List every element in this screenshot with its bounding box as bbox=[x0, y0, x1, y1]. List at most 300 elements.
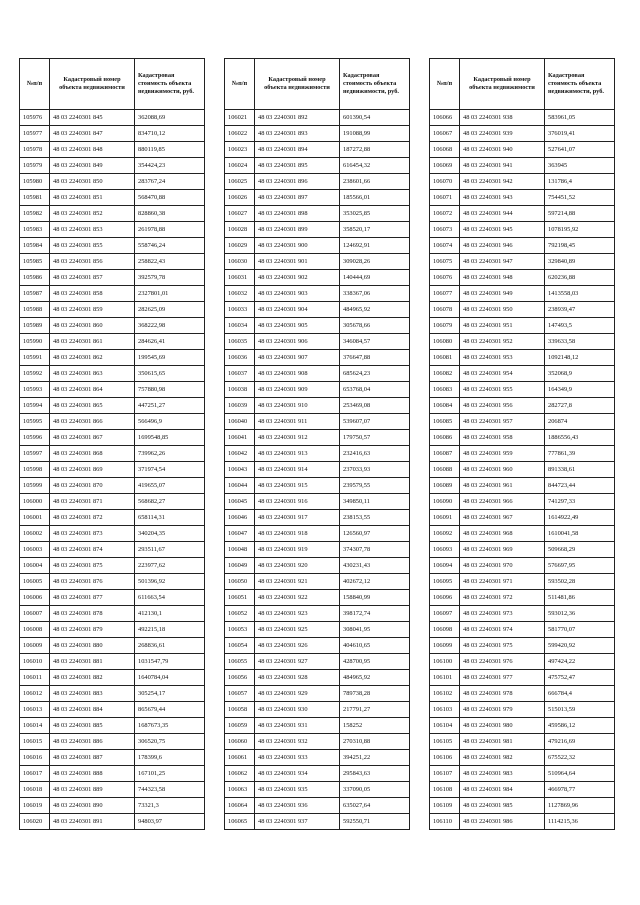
cadastral-value: 362088,69 bbox=[135, 110, 205, 126]
row-number: 105991 bbox=[20, 350, 50, 366]
table-row bbox=[430, 494, 615, 510]
row-number: 105983 bbox=[20, 222, 50, 238]
cadastral-number: 48 03 2240301 967 bbox=[460, 510, 545, 526]
table-row bbox=[430, 270, 615, 286]
table-row bbox=[20, 302, 205, 318]
table-row bbox=[225, 382, 410, 398]
cadastral-value: 653768,04 bbox=[340, 382, 410, 398]
row-number: 105985 bbox=[20, 254, 50, 270]
cadastral-number: 48 03 2240301 958 bbox=[460, 430, 545, 446]
row-number: 106000 bbox=[20, 494, 50, 510]
cadastral-number: 48 03 2240301 944 bbox=[460, 206, 545, 222]
table-row bbox=[430, 782, 615, 798]
table-row bbox=[225, 158, 410, 174]
table-row bbox=[20, 206, 205, 222]
cadastral-value: 459586,12 bbox=[545, 718, 615, 734]
row-number: 106026 bbox=[225, 190, 255, 206]
cadastral-number: 48 03 2240301 979 bbox=[460, 702, 545, 718]
row-number: 106055 bbox=[225, 654, 255, 670]
row-number: 106005 bbox=[20, 574, 50, 590]
row-number: 106033 bbox=[225, 302, 255, 318]
cadastral-value: 404610,65 bbox=[340, 638, 410, 654]
cadastral-number: 48 03 2240301 960 bbox=[460, 462, 545, 478]
cadastral-number: 48 03 2240301 860 bbox=[50, 318, 135, 334]
row-number: 106062 bbox=[225, 766, 255, 782]
table-row bbox=[225, 414, 410, 430]
table-row bbox=[225, 126, 410, 142]
table-row bbox=[225, 686, 410, 702]
cadastral-value: 394251,22 bbox=[340, 750, 410, 766]
row-number: 106071 bbox=[430, 190, 460, 206]
cadastral-value: 94803,97 bbox=[135, 814, 205, 830]
cadastral-number: 48 03 2240301 948 bbox=[460, 270, 545, 286]
cadastral-number: 48 03 2240301 886 bbox=[50, 734, 135, 750]
table-row bbox=[225, 222, 410, 238]
table-row bbox=[430, 334, 615, 350]
row-number: 105984 bbox=[20, 238, 50, 254]
row-number: 106067 bbox=[430, 126, 460, 142]
row-number: 106035 bbox=[225, 334, 255, 350]
table-row bbox=[430, 254, 615, 270]
row-number: 106028 bbox=[225, 222, 255, 238]
cadastral-value: 419655,07 bbox=[135, 478, 205, 494]
cadastral-value: 581770,07 bbox=[545, 622, 615, 638]
cadastral-value: 744323,58 bbox=[135, 782, 205, 798]
row-number: 106034 bbox=[225, 318, 255, 334]
table-row bbox=[225, 190, 410, 206]
cadastral-value: 658114,31 bbox=[135, 510, 205, 526]
cadastral-value: 479216,69 bbox=[545, 734, 615, 750]
row-number: 106098 bbox=[430, 622, 460, 638]
cadastral-number: 48 03 2240301 883 bbox=[50, 686, 135, 702]
cadastral-number: 48 03 2240301 852 bbox=[50, 206, 135, 222]
table-row bbox=[430, 718, 615, 734]
cadastral-number: 48 03 2240301 897 bbox=[255, 190, 340, 206]
table-row bbox=[430, 286, 615, 302]
cadastral-value: 1078195,92 bbox=[545, 222, 615, 238]
table-row bbox=[225, 398, 410, 414]
row-number: 106100 bbox=[430, 654, 460, 670]
row-number: 106064 bbox=[225, 798, 255, 814]
table-row bbox=[225, 590, 410, 606]
row-number: 106110 bbox=[430, 814, 460, 830]
row-number: 106058 bbox=[225, 702, 255, 718]
row-number: 106085 bbox=[430, 414, 460, 430]
row-number: 106047 bbox=[225, 526, 255, 542]
cadastral-value: 1127869,96 bbox=[545, 798, 615, 814]
table-row bbox=[20, 158, 205, 174]
row-number: 105988 bbox=[20, 302, 50, 318]
table-row bbox=[20, 350, 205, 366]
cadastral-number: 48 03 2240301 845 bbox=[50, 110, 135, 126]
row-number: 105999 bbox=[20, 478, 50, 494]
cadastral-value: 337090,05 bbox=[340, 782, 410, 798]
cadastral-number: 48 03 2240301 901 bbox=[255, 254, 340, 270]
row-number: 105982 bbox=[20, 206, 50, 222]
cadastral-number: 48 03 2240301 915 bbox=[255, 478, 340, 494]
cadastral-number: 48 03 2240301 882 bbox=[50, 670, 135, 686]
cadastral-number: 48 03 2240301 869 bbox=[50, 462, 135, 478]
row-number: 106007 bbox=[20, 606, 50, 622]
table-row bbox=[225, 558, 410, 574]
table-row bbox=[430, 366, 615, 382]
row-number: 106073 bbox=[430, 222, 460, 238]
cadastral-value: 238939,47 bbox=[545, 302, 615, 318]
table-row bbox=[225, 254, 410, 270]
table-row bbox=[430, 606, 615, 622]
table-row bbox=[20, 254, 205, 270]
cadastral-number: 48 03 2240301 850 bbox=[50, 174, 135, 190]
row-number: 105977 bbox=[20, 126, 50, 142]
header-cadastral-number: Кадастровый номер объекта недвижимости bbox=[460, 59, 545, 110]
cadastral-number: 48 03 2240301 951 bbox=[460, 318, 545, 334]
cadastral-value: 593502,28 bbox=[545, 574, 615, 590]
cadastral-number: 48 03 2240301 930 bbox=[255, 702, 340, 718]
cadastral-value: 1614922,49 bbox=[545, 510, 615, 526]
row-number: 106052 bbox=[225, 606, 255, 622]
cadastral-number: 48 03 2240301 889 bbox=[50, 782, 135, 798]
cadastral-number: 48 03 2240301 865 bbox=[50, 398, 135, 414]
cadastral-number: 48 03 2240301 946 bbox=[460, 238, 545, 254]
table-row bbox=[20, 414, 205, 430]
row-number: 106050 bbox=[225, 574, 255, 590]
row-number: 105992 bbox=[20, 366, 50, 382]
row-number: 106056 bbox=[225, 670, 255, 686]
cadastral-number: 48 03 2240301 891 bbox=[50, 814, 135, 830]
cadastral-value: 754451,52 bbox=[545, 190, 615, 206]
cadastral-value: 515013,59 bbox=[545, 702, 615, 718]
cadastral-value: 1114215,36 bbox=[545, 814, 615, 830]
table-row bbox=[430, 126, 615, 142]
cadastral-number: 48 03 2240301 872 bbox=[50, 510, 135, 526]
row-number: 106060 bbox=[225, 734, 255, 750]
cadastral-value: 164349,9 bbox=[545, 382, 615, 398]
table-header-row bbox=[20, 59, 205, 110]
table-row bbox=[225, 766, 410, 782]
table-row bbox=[225, 702, 410, 718]
cadastral-number: 48 03 2240301 938 bbox=[460, 110, 545, 126]
cadastral-number: 48 03 2240301 884 bbox=[50, 702, 135, 718]
cadastral-number: 48 03 2240301 855 bbox=[50, 238, 135, 254]
cadastral-number: 48 03 2240301 913 bbox=[255, 446, 340, 462]
table-row bbox=[20, 574, 205, 590]
cadastral-number: 48 03 2240301 880 bbox=[50, 638, 135, 654]
table-row bbox=[20, 478, 205, 494]
cadastral-value: 158840,99 bbox=[340, 590, 410, 606]
cadastral-number: 48 03 2240301 941 bbox=[460, 158, 545, 174]
cadastral-value: 147493,5 bbox=[545, 318, 615, 334]
cadastral-number: 48 03 2240301 877 bbox=[50, 590, 135, 606]
header-cadastral-number: Кадастровый номер объекта недвижимости bbox=[255, 59, 340, 110]
row-number: 106022 bbox=[225, 126, 255, 142]
cadastral-value: 284626,41 bbox=[135, 334, 205, 350]
cadastral-number: 48 03 2240301 867 bbox=[50, 430, 135, 446]
table-row bbox=[430, 302, 615, 318]
row-number: 106030 bbox=[225, 254, 255, 270]
cadastral-number: 48 03 2240301 974 bbox=[460, 622, 545, 638]
row-number: 106015 bbox=[20, 734, 50, 750]
row-number: 106037 bbox=[225, 366, 255, 382]
cadastral-value: 376647,88 bbox=[340, 350, 410, 366]
cadastral-value: 206874 bbox=[545, 414, 615, 430]
table-row bbox=[20, 110, 205, 126]
row-number: 106036 bbox=[225, 350, 255, 366]
cadastral-value: 368222,98 bbox=[135, 318, 205, 334]
row-number: 106075 bbox=[430, 254, 460, 270]
table-row bbox=[430, 638, 615, 654]
table-row bbox=[430, 190, 615, 206]
table-row bbox=[430, 382, 615, 398]
row-number: 106099 bbox=[430, 638, 460, 654]
table-row bbox=[20, 798, 205, 814]
row-number: 106043 bbox=[225, 462, 255, 478]
row-number: 106032 bbox=[225, 286, 255, 302]
row-number: 106009 bbox=[20, 638, 50, 654]
cadastral-value: 792198,45 bbox=[545, 238, 615, 254]
table-row bbox=[225, 750, 410, 766]
cadastral-number: 48 03 2240301 892 bbox=[255, 110, 340, 126]
table-header-row bbox=[225, 59, 410, 110]
cadastral-value: 583961,05 bbox=[545, 110, 615, 126]
cadastral-value: 1687673,35 bbox=[135, 718, 205, 734]
cadastral-value: 412130,1 bbox=[135, 606, 205, 622]
cadastral-number: 48 03 2240301 870 bbox=[50, 478, 135, 494]
cadastral-value: 466978,77 bbox=[545, 782, 615, 798]
row-number: 105986 bbox=[20, 270, 50, 286]
cadastral-value: 511481,86 bbox=[545, 590, 615, 606]
row-number: 106012 bbox=[20, 686, 50, 702]
cadastral-value: 268836,61 bbox=[135, 638, 205, 654]
cadastral-number: 48 03 2240301 856 bbox=[50, 254, 135, 270]
cadastral-value: 741297,33 bbox=[545, 494, 615, 510]
cadastral-number: 48 03 2240301 984 bbox=[460, 782, 545, 798]
header-cadastral-value: Кадастровая стоимость объекта недвижимости, руб. bbox=[135, 59, 205, 110]
cadastral-value: 179750,57 bbox=[340, 430, 410, 446]
row-number: 106088 bbox=[430, 462, 460, 478]
cadastral-value: 309028,26 bbox=[340, 254, 410, 270]
row-number: 106082 bbox=[430, 366, 460, 382]
table-row bbox=[225, 366, 410, 382]
row-number: 105976 bbox=[20, 110, 50, 126]
cadastral-value: 158252 bbox=[340, 718, 410, 734]
row-number: 106042 bbox=[225, 446, 255, 462]
row-number: 106041 bbox=[225, 430, 255, 446]
cadastral-value: 597214,88 bbox=[545, 206, 615, 222]
table-row bbox=[430, 766, 615, 782]
table-row bbox=[20, 238, 205, 254]
cadastral-value: 187272,88 bbox=[340, 142, 410, 158]
table-row bbox=[225, 510, 410, 526]
cadastral-value: 599420,92 bbox=[545, 638, 615, 654]
cadastral-value: 834710,12 bbox=[135, 126, 205, 142]
row-number: 106001 bbox=[20, 510, 50, 526]
cadastral-number: 48 03 2240301 868 bbox=[50, 446, 135, 462]
row-number: 106031 bbox=[225, 270, 255, 286]
cadastral-number: 48 03 2240301 953 bbox=[460, 350, 545, 366]
row-number: 105979 bbox=[20, 158, 50, 174]
cadastral-value: 1092148,12 bbox=[545, 350, 615, 366]
cadastral-number: 48 03 2240301 954 bbox=[460, 366, 545, 382]
table-row bbox=[225, 302, 410, 318]
cadastral-number: 48 03 2240301 849 bbox=[50, 158, 135, 174]
table-row bbox=[225, 334, 410, 350]
cadastral-value: 295843,63 bbox=[340, 766, 410, 782]
row-number: 106061 bbox=[225, 750, 255, 766]
table-row bbox=[430, 686, 615, 702]
table-row bbox=[430, 430, 615, 446]
row-number: 106063 bbox=[225, 782, 255, 798]
cadastral-number: 48 03 2240301 920 bbox=[255, 558, 340, 574]
cadastral-value: 1031547,79 bbox=[135, 654, 205, 670]
table-row bbox=[20, 510, 205, 526]
table-row bbox=[225, 526, 410, 542]
row-number: 106003 bbox=[20, 542, 50, 558]
table-row bbox=[20, 590, 205, 606]
row-number: 105978 bbox=[20, 142, 50, 158]
cadastral-value: 611663,54 bbox=[135, 590, 205, 606]
row-number: 106049 bbox=[225, 558, 255, 574]
row-number: 106089 bbox=[430, 478, 460, 494]
cadastral-number: 48 03 2240301 921 bbox=[255, 574, 340, 590]
cadastral-number: 48 03 2240301 975 bbox=[460, 638, 545, 654]
cadastral-value: 261978,88 bbox=[135, 222, 205, 238]
cadastral-value: 131786,4 bbox=[545, 174, 615, 190]
table-row bbox=[225, 734, 410, 750]
cadastral-number: 48 03 2240301 857 bbox=[50, 270, 135, 286]
row-number: 106010 bbox=[20, 654, 50, 670]
cadastral-number: 48 03 2240301 887 bbox=[50, 750, 135, 766]
cadastral-number: 48 03 2240301 955 bbox=[460, 382, 545, 398]
table-row bbox=[20, 126, 205, 142]
cadastral-number: 48 03 2240301 937 bbox=[255, 814, 340, 830]
row-number: 105996 bbox=[20, 430, 50, 446]
table-row bbox=[20, 286, 205, 302]
cadastral-value: 492215,18 bbox=[135, 622, 205, 638]
row-number: 106053 bbox=[225, 622, 255, 638]
cadastral-number: 48 03 2240301 908 bbox=[255, 366, 340, 382]
table-row bbox=[20, 750, 205, 766]
table-row bbox=[225, 542, 410, 558]
cadastral-number: 48 03 2240301 907 bbox=[255, 350, 340, 366]
cadastral-number: 48 03 2240301 848 bbox=[50, 142, 135, 158]
table-row bbox=[20, 654, 205, 670]
row-number: 105980 bbox=[20, 174, 50, 190]
cadastral-value: 167101,25 bbox=[135, 766, 205, 782]
table-row bbox=[430, 142, 615, 158]
table-header-row bbox=[430, 59, 615, 110]
cadastral-value: 576697,95 bbox=[545, 558, 615, 574]
cadastral-number: 48 03 2240301 858 bbox=[50, 286, 135, 302]
row-number: 106105 bbox=[430, 734, 460, 750]
row-number: 106080 bbox=[430, 334, 460, 350]
row-number: 106106 bbox=[430, 750, 460, 766]
cadastral-value: 777861,39 bbox=[545, 446, 615, 462]
row-number: 106002 bbox=[20, 526, 50, 542]
cadastral-number: 48 03 2240301 890 bbox=[50, 798, 135, 814]
row-number: 106044 bbox=[225, 478, 255, 494]
cadastral-number: 48 03 2240301 918 bbox=[255, 526, 340, 542]
cadastral-value: 305254,17 bbox=[135, 686, 205, 702]
row-number: 105990 bbox=[20, 334, 50, 350]
table-row bbox=[225, 638, 410, 654]
cadastral-number: 48 03 2240301 943 bbox=[460, 190, 545, 206]
cadastral-table-1 bbox=[19, 58, 205, 830]
cadastral-value: 1413558,03 bbox=[545, 286, 615, 302]
cadastral-value: 223977,62 bbox=[135, 558, 205, 574]
cadastral-value: 371974,54 bbox=[135, 462, 205, 478]
table-row bbox=[225, 446, 410, 462]
cadastral-value: 601390,54 bbox=[340, 110, 410, 126]
cadastral-number: 48 03 2240301 969 bbox=[460, 542, 545, 558]
cadastral-number: 48 03 2240301 945 bbox=[460, 222, 545, 238]
table-row bbox=[225, 782, 410, 798]
table-row bbox=[225, 574, 410, 590]
cadastral-number: 48 03 2240301 934 bbox=[255, 766, 340, 782]
cadastral-number: 48 03 2240301 978 bbox=[460, 686, 545, 702]
cadastral-value: 635027,64 bbox=[340, 798, 410, 814]
cadastral-value: 352068,9 bbox=[545, 366, 615, 382]
cadastral-value: 398172,74 bbox=[340, 606, 410, 622]
cadastral-number: 48 03 2240301 931 bbox=[255, 718, 340, 734]
cadastral-value: 568682,27 bbox=[135, 494, 205, 510]
cadastral-value: 282727,8 bbox=[545, 398, 615, 414]
cadastral-value: 340204,35 bbox=[135, 526, 205, 542]
cadastral-value: 865679,44 bbox=[135, 702, 205, 718]
cadastral-number: 48 03 2240301 881 bbox=[50, 654, 135, 670]
cadastral-value: 238601,66 bbox=[340, 174, 410, 190]
table-row bbox=[225, 430, 410, 446]
cadastral-value: 1886556,43 bbox=[545, 430, 615, 446]
cadastral-number: 48 03 2240301 982 bbox=[460, 750, 545, 766]
cadastral-value: 828860,38 bbox=[135, 206, 205, 222]
cadastral-value: 191088,99 bbox=[340, 126, 410, 142]
cadastral-number: 48 03 2240301 952 bbox=[460, 334, 545, 350]
row-number: 106093 bbox=[430, 542, 460, 558]
cadastral-value: 666784,4 bbox=[545, 686, 615, 702]
cadastral-value: 363945 bbox=[545, 158, 615, 174]
row-number: 105995 bbox=[20, 414, 50, 430]
cadastral-number: 48 03 2240301 875 bbox=[50, 558, 135, 574]
table-row bbox=[20, 670, 205, 686]
row-number: 106040 bbox=[225, 414, 255, 430]
cadastral-number: 48 03 2240301 971 bbox=[460, 574, 545, 590]
cadastral-number: 48 03 2240301 976 bbox=[460, 654, 545, 670]
cadastral-number: 48 03 2240301 851 bbox=[50, 190, 135, 206]
row-number: 106004 bbox=[20, 558, 50, 574]
cadastral-number: 48 03 2240301 900 bbox=[255, 238, 340, 254]
cadastral-value: 685624,23 bbox=[340, 366, 410, 382]
table-row bbox=[430, 414, 615, 430]
table-row bbox=[430, 510, 615, 526]
table-row bbox=[20, 142, 205, 158]
table-row bbox=[225, 286, 410, 302]
row-number: 106023 bbox=[225, 142, 255, 158]
cadastral-number: 48 03 2240301 910 bbox=[255, 398, 340, 414]
cadastral-number: 48 03 2240301 879 bbox=[50, 622, 135, 638]
cadastral-value: 593012,36 bbox=[545, 606, 615, 622]
cadastral-value: 497424,22 bbox=[545, 654, 615, 670]
row-number: 106066 bbox=[430, 110, 460, 126]
row-number: 106095 bbox=[430, 574, 460, 590]
table-row bbox=[430, 670, 615, 686]
row-number: 106008 bbox=[20, 622, 50, 638]
cadastral-value: 73321,3 bbox=[135, 798, 205, 814]
cadastral-number: 48 03 2240301 936 bbox=[255, 798, 340, 814]
table-row bbox=[20, 222, 205, 238]
cadastral-value: 124692,91 bbox=[340, 238, 410, 254]
cadastral-number: 48 03 2240301 947 bbox=[460, 254, 545, 270]
table-row bbox=[20, 558, 205, 574]
